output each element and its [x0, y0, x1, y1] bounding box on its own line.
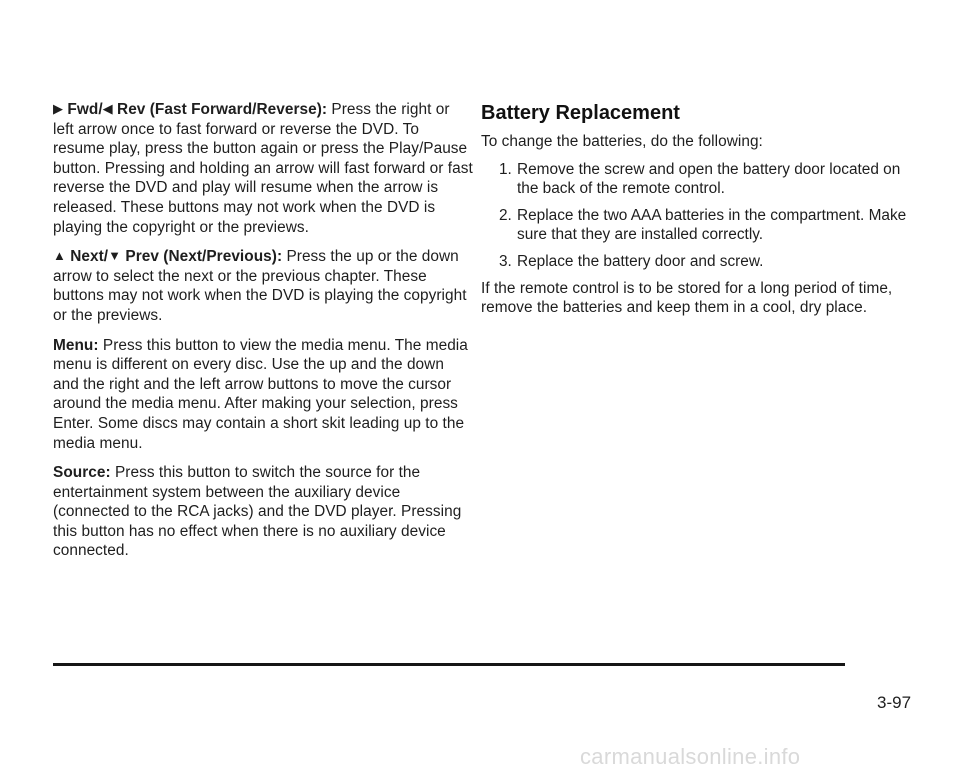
- left-arrow-icon: ◀: [102, 101, 113, 116]
- list-item: [481, 252, 921, 272]
- step-number: 3.: [499, 252, 512, 270]
- fwd-term: Fwd/: [67, 101, 103, 118]
- step-number: 2.: [499, 206, 512, 224]
- watermark: carmanualsonline.info: [580, 744, 801, 769]
- next-prev-entry: [53, 247, 473, 325]
- next-prev-text: Press the up or the down arrow to select the next or the previous chapter. These buttons may not work when the DVD is playing the copyright or the previews.: [53, 248, 467, 324]
- step-text: Remove the screw and open the battery door located on the back of the remote control.: [517, 160, 901, 198]
- source-entry: [53, 463, 473, 561]
- down-arrow-icon: ▼: [108, 248, 122, 264]
- section-intro: To change the batteries, do the following:: [481, 133, 763, 150]
- closing-paragraph: If the remote control is to be stored for a long period of time, remove the batteries and keep them in a cool, dry place.: [481, 279, 893, 317]
- menu-term: Menu:: [53, 336, 99, 354]
- list-item: [481, 206, 921, 245]
- menu-entry: [53, 336, 473, 454]
- right-arrow-icon: ▶: [53, 101, 64, 116]
- steps-list: [481, 160, 921, 272]
- menu-text: Press this button to view the media menu. The media menu is different on every disc. Use the up and the down and the right and the left arrow buttons to move the cursor around the media menu. After making your selection, press Enter. Some discs may contain a short skit leading up to the media menu.: [53, 336, 468, 452]
- section-title: Battery Replacement: [481, 102, 680, 124]
- fwd-rev-text: Press the right or left arrow once to fast forward or reverse the DVD. To resume play, press the button again or press the Play/Pause button. Pressing and holding an arrow will fast forward or fast reverse the DVD and play will resume when the arrow is released. These buttons may not work when the DVD is playing the copyright or the previews.: [53, 101, 473, 236]
- source-term: Source:: [53, 464, 111, 482]
- step-text: Replace the battery door and screw.: [517, 252, 764, 270]
- right-column: [481, 100, 921, 318]
- next-term: Next/: [70, 248, 109, 266]
- fwd-rev-entry: [53, 100, 473, 237]
- up-arrow-icon: ▲: [53, 248, 66, 264]
- rev-term: Rev (Fast Forward/Reverse):: [117, 101, 328, 118]
- footer-divider: [53, 663, 845, 666]
- left-column: [53, 100, 473, 571]
- source-text: Press this button to switch the source for the entertainment system between the auxiliary device (connected to the RCA jacks) and the DVD player. Pressing this button has no effect when there is no auxiliary device connected.: [53, 464, 462, 560]
- prev-term: Prev (Next/Previous):: [125, 248, 283, 266]
- step-number: 1.: [499, 160, 512, 178]
- list-item: [481, 160, 921, 199]
- page-number: 3-97: [877, 693, 912, 712]
- step-text: Replace the two AAA batteries in the compartment. Make sure that they are installed correctly.: [517, 206, 907, 244]
